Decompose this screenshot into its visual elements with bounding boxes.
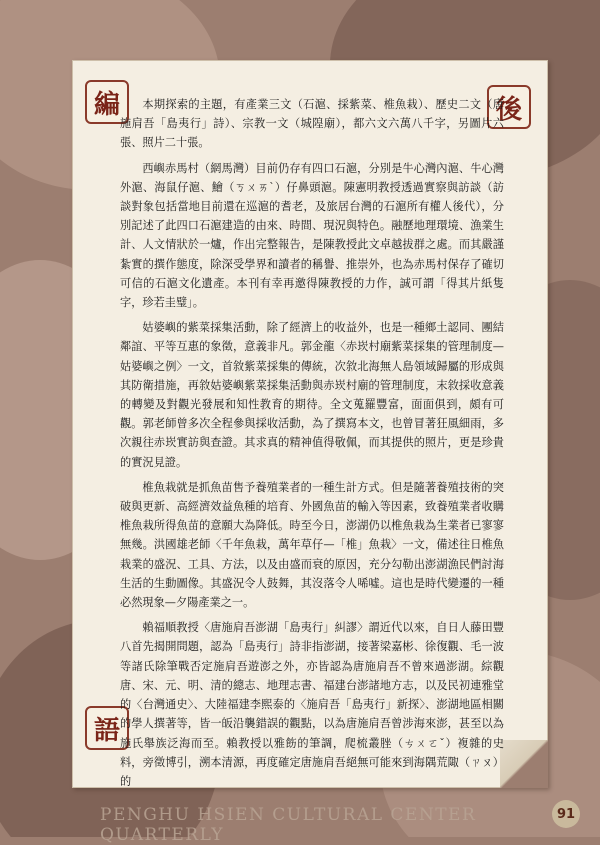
corner-char-top-left: 編 bbox=[85, 80, 129, 124]
paragraph: 賴福順教授〈唐施肩吾澎湖「島夷行」糾謬〉謂近代以來，自日人藤田豐八首先揭開問題，認為「島夷行」詩非指澎湖，接著梁嘉彬、徐復觀、毛一波等諸氏除筆戰否定施肩吾遊澎之外，亦皆認為唐施肩吾不曾來過澎湖。綜觀唐、宋、元、明、清的總志、地理志書、福建台澎諸地方志，以及民初連雅堂的〈台灣通史〉、大陸福建李熙泰的〈施肩吾「島夷行」新探〉、澎湖地區相關的學人撰著等，皆一皈沿襲錯誤的觀點，以為唐施肩吾曾涉海來澎，甚至以為施氏舉族泛海而至。賴教授以雅飭的筆調，爬梳叢脞（ㄘㄨㄛˇ）複雜的史料，旁徵博引，溯本清源，再度確定唐施肩吾絕無可能來到海隅荒陬（ㄗㄡ）的 bbox=[120, 621, 504, 788]
corner-char-bottom-left: 語 bbox=[85, 706, 129, 750]
corner-char-top-right: 後 bbox=[487, 85, 531, 129]
paragraph: 椎魚栽就是抓魚苗售予養殖業者的一種生計方式。但是隨著養殖技術的突破與更新、高經濟效益魚種的培育、外國魚苗的輸入等因素，致養殖業者收購椎魚栽所得魚苗的意願大為降低。時至今日，澎湖仍以椎魚栽為生業者已寥寥無幾。洪國雄老師〈千年魚栽，萬年草仔—「椎」魚栽〉一文，備述往日椎魚栽業的盛況、工具、方法，以及由盛而衰的原因，充分勾勒出澎湖漁民們討海生活的生動圖像。其盛況令人鼓舞，其沒落令人唏噓。這也是時代變遷的一種必然現象—夕陽產業之一。 bbox=[120, 480, 504, 610]
editorial-body bbox=[120, 95, 504, 797]
paragraph: 西嶼赤馬村（網馬灣）目前仍存有四口石滬，分別是牛心灣內滬、牛心灣外滬、海鼠仔滬、鱠（ㄎㄨㄞˋ）仔鼻頭滬。陳憲明教授透過實察與訪談（訪談對象包括當地目前還在巡滬的耆老，及旅居台灣的石滬所有權人後代），分別記述了此四口石滬建造的由來、時間、現況與特色。融歷地理環境、漁業生計、人文情狀於一爐，作出完整報告，是陳教授此文卓越拔群之處。而其嚴謹紮實的撰作態度，除深受學界和讀者的稱譽、推崇外，也為赤馬村保存了確切可信的石滬文化遺產。本刊有幸再邀得陳教授的力作，誠可謂「得其片紙隻字，珍若圭璧」。 bbox=[120, 161, 504, 310]
page-number: 91 bbox=[552, 800, 580, 828]
page-curl bbox=[500, 740, 548, 788]
footer-title: PENGHU HSIEN CULTURAL CENTER QUARTERLY bbox=[100, 805, 477, 845]
paragraph: 本期探索的主題，有產業三文（石滬、採紫菜、椎魚栽）、歷史二文（唐施肩吾「島夷行」詩）、宗教一文（城隍廟），都六文六萬八千字，另圖片六張、照片二十張。 bbox=[120, 98, 504, 150]
paragraph: 姑婆嶼的紫菜採集活動，除了經濟上的收益外，也是一種鄉土認同、團結鄰誼、平等互惠的象徵，意義非凡。郭金龍〈赤崁村廟紫菜採集的管理制度—姑婆嶼之例〉一文，首敘紫菜採集的傳統，次敘北海無人島領域歸屬的形成與其防衛措施，再敘姑婆嶼紫菜採集活動與赤崁村廟的管理制度，末敘採收意義的轉變及對觀光發展和知性教育的期待。全文蒐羅豐富，面面俱到，頗有可觀。郭老師曾多次全程參與採收活動，為了撰寫本文，也曾冒著狂風細雨，多次親往赤崁實訪與查證。其求真的精神值得敬佩，而其提供的照片，更是珍貴的實況見證。 bbox=[120, 321, 504, 469]
